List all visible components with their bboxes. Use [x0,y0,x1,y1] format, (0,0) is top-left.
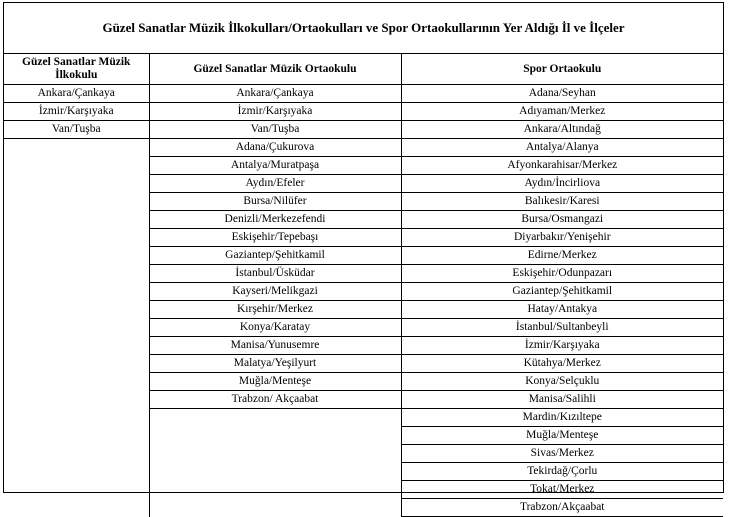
cell-spor: Hatay/Antakya [401,301,723,319]
table-row [4,211,723,229]
document-frame [3,2,724,513]
cell-ilkokulu: Van/Tuşba [4,121,149,139]
cell-ortaokulu: Trabzon/ Akçaabat [149,391,401,409]
table-row [4,463,723,481]
cell-ortaokulu: Kayseri/Melikgazi [149,283,401,301]
table-body [4,85,723,517]
cell-ortaokulu: Eskişehir/Tepebaşı [149,229,401,247]
cell-spor: Afyonkarahisar/Merkez [401,157,723,175]
cell-ortaokulu [149,481,401,499]
cell-spor: Ankara/Altındağ [401,121,723,139]
cell-spor: Tekirdağ/Çorlu [401,463,723,481]
table-row [4,175,723,193]
cell-spor: Adıyaman/Merkez [401,103,723,121]
cell-ilkokulu [4,463,149,481]
cell-ilkokulu [4,175,149,193]
cell-spor: Trabzon/Akçaabat [401,499,723,517]
cell-spor: İzmir/Karşıyaka [401,337,723,355]
cell-ortaokulu: Ankara/Çankaya [149,85,401,103]
cell-spor: Aydın/İncirliova [401,175,723,193]
cell-ilkokulu [4,247,149,265]
cell-ilkokulu [4,355,149,373]
cell-ortaokulu [149,463,401,481]
cell-ilkokulu [4,283,149,301]
header-ilkokulu: Güzel Sanatlar Müzik İlkokulu [4,54,149,85]
cell-ortaokulu: İstanbul/Üsküdar [149,265,401,283]
cell-ilkokulu [4,265,149,283]
cell-spor: Konya/Selçuklu [401,373,723,391]
cell-ortaokulu [149,427,401,445]
cell-spor: Eskişehir/Odunpazarı [401,265,723,283]
table-row [4,139,723,157]
cell-ortaokulu [149,409,401,427]
cell-spor: Kütahya/Merkez [401,355,723,373]
cell-ortaokulu: Malatya/Yeşilyurt [149,355,401,373]
cell-spor: Bursa/Osmangazi [401,211,723,229]
cell-ortaokulu [149,499,401,517]
table-row [4,193,723,211]
cell-ortaokulu: Aydın/Efeler [149,175,401,193]
table-row [4,337,723,355]
cell-ilkokulu [4,157,149,175]
cell-spor: Muğla/Menteşe [401,427,723,445]
table-row [4,409,723,427]
table-row [4,373,723,391]
cell-ilkokulu: İzmir/Karşıyaka [4,103,149,121]
cell-ilkokulu [4,499,149,517]
cell-ortaokulu: Antalya/Muratpaşa [149,157,401,175]
cell-ortaokulu: Konya/Karatay [149,319,401,337]
schools-table [4,54,723,517]
table-row [4,103,723,121]
cell-spor: İstanbul/Sultanbeyli [401,319,723,337]
cell-ortaokulu: Manisa/Yunusemre [149,337,401,355]
cell-ilkokulu: Ankara/Çankaya [4,85,149,103]
cell-ortaokulu: Adana/Çukurova [149,139,401,157]
cell-spor: Sivas/Merkez [401,445,723,463]
table-row [4,85,723,103]
table-row [4,121,723,139]
table-row [4,247,723,265]
cell-spor: Diyarbakır/Yenişehir [401,229,723,247]
table-row [4,265,723,283]
table-row [4,481,723,499]
cell-ortaokulu: Kırşehir/Merkez [149,301,401,319]
cell-spor: Tokat/Merkez [401,481,723,499]
cell-ilkokulu [4,319,149,337]
table-row [4,157,723,175]
cell-ilkokulu [4,391,149,409]
cell-spor: Manisa/Salihli [401,391,723,409]
table-row [4,355,723,373]
cell-ilkokulu [4,229,149,247]
cell-spor: Balıkesir/Karesi [401,193,723,211]
table-row [4,427,723,445]
cell-ilkokulu [4,481,149,499]
cell-spor: Edirne/Merkez [401,247,723,265]
header-ortaokulu: Güzel Sanatlar Müzik Ortaokulu [149,54,401,85]
table-row [4,445,723,463]
cell-ortaokulu: Muğla/Menteşe [149,373,401,391]
cell-ilkokulu [4,337,149,355]
cell-spor: Adana/Seyhan [401,85,723,103]
cell-ortaokulu: Denizli/Merkezefendi [149,211,401,229]
cell-ilkokulu [4,445,149,463]
cell-spor: Mardin/Kızıltepe [401,409,723,427]
table-row [4,391,723,409]
cell-ilkokulu [4,139,149,157]
table-row [4,283,723,301]
cell-ilkokulu [4,427,149,445]
header-spor: Spor Ortaokulu [401,54,723,85]
cell-ortaokulu [149,445,401,463]
cell-ortaokulu: Van/Tuşba [149,121,401,139]
cell-spor: Antalya/Alanya [401,139,723,157]
cell-ortaokulu: Bursa/Nilüfer [149,193,401,211]
table-row [4,301,723,319]
cell-ilkokulu [4,373,149,391]
cell-ilkokulu [4,211,149,229]
table-row [4,229,723,247]
cell-ortaokulu: İzmir/Karşıyaka [149,103,401,121]
table-title: Güzel Sanatlar Müzik İlkokulları/Ortaokulları ve Spor Ortaokullarının Yer Aldığı İl ve İlçeler [4,3,723,54]
table-row [4,499,723,517]
cell-ilkokulu [4,301,149,319]
table-row [4,319,723,337]
cell-spor: Gaziantep/Şehitkamil [401,283,723,301]
cell-ilkokulu [4,409,149,427]
cell-ortaokulu: Gaziantep/Şehitkamil [149,247,401,265]
cell-ilkokulu [4,193,149,211]
header-row [4,54,723,85]
